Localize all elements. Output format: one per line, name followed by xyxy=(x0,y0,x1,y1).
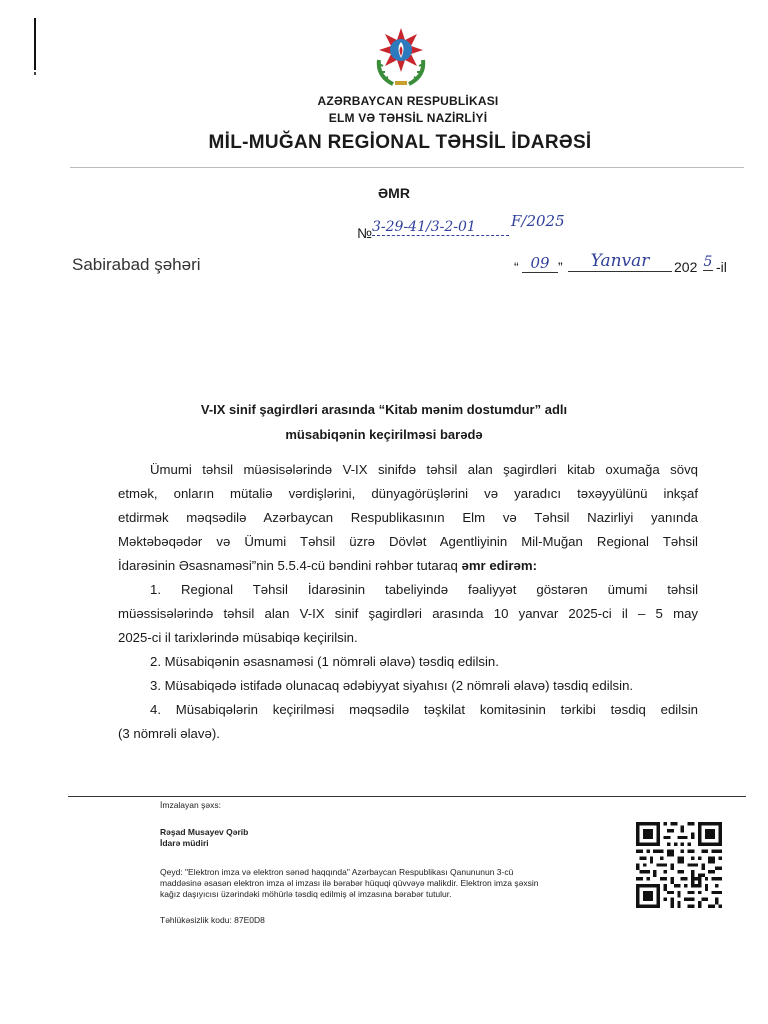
subject-line-2: müsabiqənin keçirilməsi barədə xyxy=(285,427,483,442)
header-country: AZƏRBAYCAN RESPUBLİKASI xyxy=(317,94,499,108)
paragraph-line xyxy=(118,554,698,578)
scan-edge-mark xyxy=(34,18,36,70)
paragraph-text: İdarəsinin Əsasnaməsi”nin 5.5.4-cü bəndini rəhbər tutaraq xyxy=(118,558,458,573)
legal-note-line: Qeyd: "Elektron imza və elektron sənəd haqqında" Azərbaycan Respublikası Qanununun 3-cü xyxy=(160,867,514,877)
item-1-line: 1. Regional Təhsil İdarəsinin tabeliyində fəaliyyət göstərən ümumi təhsil xyxy=(150,582,698,597)
item-3: 3. Müsabiqədə istifadə olunacaq ədəbiyyat siyahısı (2 nömrəli əlavə) təsdiq edilsin. xyxy=(150,678,634,693)
date-day: 09 xyxy=(522,254,558,273)
order-number-label: № xyxy=(357,225,373,241)
paragraph-line: Məktəbəqədər və Ümumi Təhsil üzrə Dövlət Agentliyinin Mil-Muğan Regional Təhsil xyxy=(118,534,698,549)
item-4-line: (3 nömrəli əlavə). xyxy=(118,726,220,741)
document-type-title: ƏMR xyxy=(378,185,410,201)
state-emblem-icon xyxy=(373,26,429,88)
item-4-line: 4. Müsabiqələrin keçirilməsi məqsədilə təşkilat komitəsinin tərkibi təsdiq edilsin xyxy=(150,702,698,717)
date-year-digit: 5 xyxy=(703,254,713,270)
legal-note-line: maddəsinə əsasən elektron imza əl imzası ilə bərabər hüquqi qüvvəyə malikdir. Elektron imza şəxsin xyxy=(160,878,539,888)
scan-edge-dot xyxy=(34,72,36,75)
order-phrase: əmr edirəm: xyxy=(461,558,537,573)
header-ministry: ELM VƏ TƏHSİL NAZİRLİYİ xyxy=(328,111,488,125)
subject-line-1: V-IX sinif şagirdləri arasında “Kitab mənim dostumdur” adlı xyxy=(200,402,568,417)
item-2: 2. Müsabiqənin əsasnaməsi (1 nömrəli əlavə) təsdiq edilsin. xyxy=(150,654,499,669)
item-1-line: müəssisələrində təhsil alan V-IX sinif şagirdləri arasında 10 yanvar 2025-ci il – 5 may xyxy=(118,606,698,621)
date-month: Yanvar xyxy=(568,251,672,272)
signatory-label: İmzalayan şəxs: xyxy=(160,800,221,810)
order-number-value: 3-29-41/3-2-01 xyxy=(372,219,509,236)
paragraph-line: etmək, onların mütaliə vərdişlərini, dünyagörüşlərini və yaradıcı təxəyyülünü inkşaf xyxy=(118,486,698,501)
signature-divider xyxy=(68,796,746,797)
date-quote-close: ” xyxy=(558,259,563,275)
item-1-line: 2025-ci il tarixlərində müsabiqə keçirilsin. xyxy=(118,630,358,645)
qr-code-icon xyxy=(636,822,722,908)
header-organization: MİL-MUĞAN REGİONAL TƏHSİL İDARƏSİ xyxy=(208,132,592,153)
paragraph-line: Ümumi təhsil müəsisələrində V-IX sinifdə təhsil alan şagirdləri kitab oxumağa sövq xyxy=(150,462,698,477)
date-quote-open: “ xyxy=(514,259,519,275)
date-year-prefix: 202 xyxy=(674,259,698,275)
legal-note-line: kağız daşıyıcısı üzərindəki möhürlə təsdiq edilmiş əl imzasına bərabər tutulur. xyxy=(160,889,452,899)
date-year-suffix: -il xyxy=(716,259,727,275)
paragraph-line: etdirmək məqsədilə Azərbaycan Respublikasının Elm və Təhsil Nazirliyi yanında xyxy=(118,510,698,525)
signatory-name: Rəşad Musayev Qərib xyxy=(160,827,249,837)
header-divider xyxy=(70,167,744,168)
place-of-issue: Sabirabad şəhəri xyxy=(72,255,201,274)
order-number-suffix: F/2025 xyxy=(511,212,565,230)
security-code: Təhlükəsizlik kodu: 87E0D8 xyxy=(160,915,265,925)
signatory-position: İdarə müdiri xyxy=(160,838,209,848)
